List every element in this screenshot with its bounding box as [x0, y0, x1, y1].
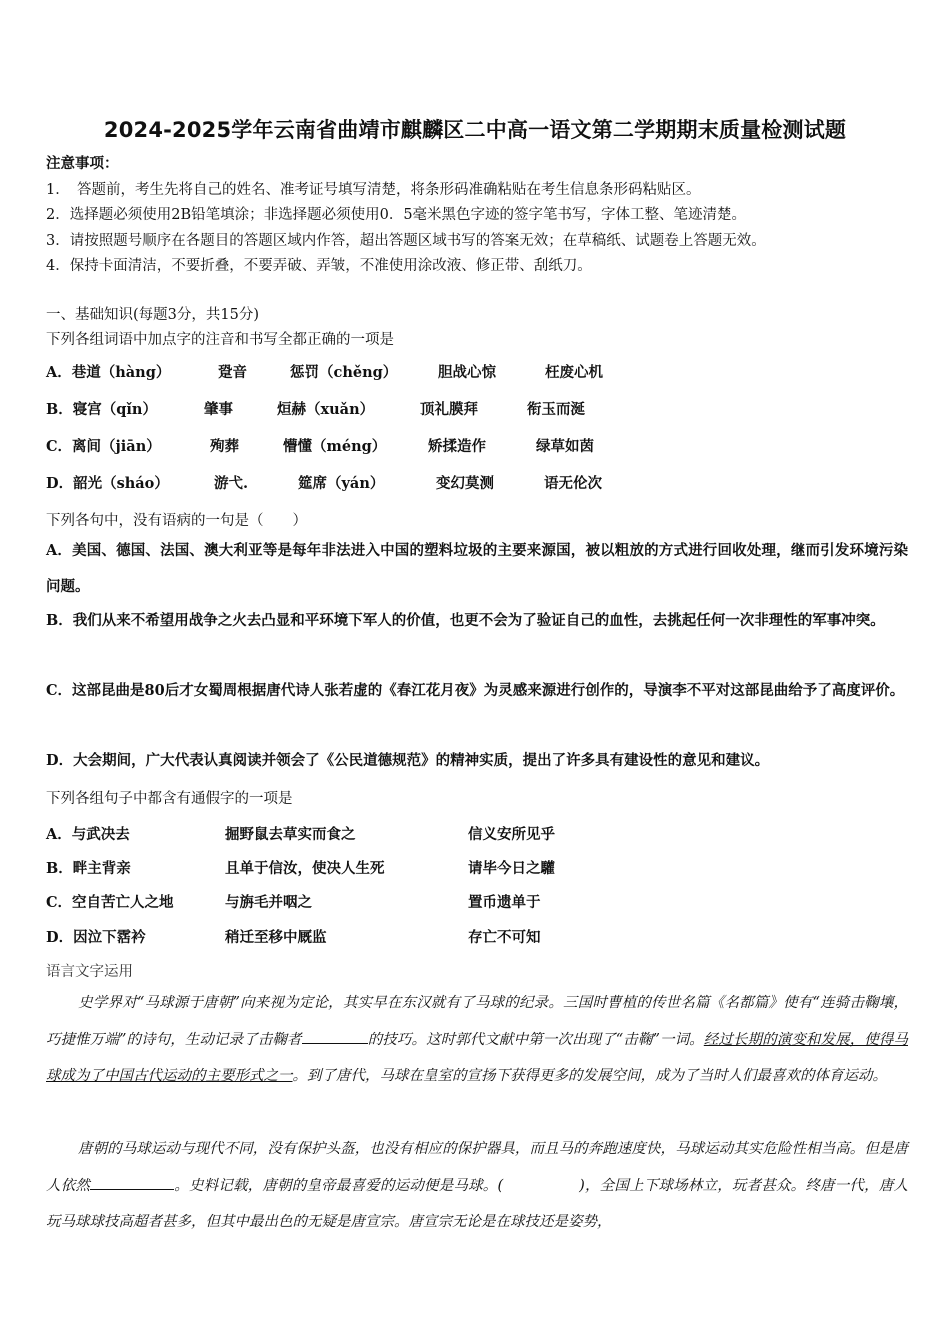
question-stem: 下列各句中，没有语病的一句是（ ） [46, 513, 307, 529]
q3-cell: 存亡不可知 [468, 929, 541, 946]
passage-text: 。到了唐代，马球在皇室的宣扬下获得更多的发展空间，成为了当时人们最喜欢的体育运动。 [292, 1068, 887, 1084]
q3-cell: 且单于信汝，使决人生死 [225, 860, 385, 877]
q1-cell: 胆战心惊 [438, 364, 496, 381]
q1-cell: 惩罚（chěng） [290, 364, 398, 381]
passage-text: 。史料记载，唐朝的皇帝最喜爱的运动便是马球。( [174, 1177, 504, 1194]
q1-cell: B．寝宫（qǐn） [46, 401, 157, 418]
passage-text: )，全国上下球场林立，玩者甚众。终唐一代，唐人玩马球球技高超者甚多，但其中最出色的无疑是唐宣宗。唐宣宗无论是在球技还是姿势， [46, 1177, 909, 1230]
passage-text: 唐朝的马球运动与现代不同，没有保护头盔，也没有相应的保护器具，而且马的奔跑速度快，马球运动其实危险性相当高。但是唐人依然 [46, 1141, 908, 1194]
passage-paragraph [46, 1131, 908, 1241]
fill-blank[interactable] [302, 1029, 368, 1044]
notice-item: 3．请按照题号顺序在各题目的答题区域内作答，超出答题区域书写的答案无效；在草稿纸、试题卷上答题无效。 [46, 233, 766, 249]
passage-text: 的技巧。这时郭代文献中第一次出现了“击鞠”一词。 [367, 1031, 704, 1048]
q2-option-a: A．美国、德国、法国、澳大利亚等是每年非法进入中国的塑料垃圾的主要来源国，被以粗放的方式进行回收处理，继而引发环境污染问题。 [46, 542, 908, 595]
question-stem: 下列各组词语中加点字的注音和书写全都正确的一项是 [46, 332, 394, 348]
q1-cell: 绿草如茵 [536, 438, 594, 455]
notice-item: 2．选择题必须使用2B铅笔填涂；非选择题必须使用0．5毫米黑色字迹的签字笔书写，字体工整、笔迹清楚。 [46, 207, 747, 223]
q1-cell: 衔玉而涎 [527, 401, 585, 418]
q1-cell: D．韶光（sháo） [46, 475, 169, 492]
q3-cell: B．畔主背亲 [46, 860, 131, 877]
q1-cell: 懵懂（méng） [283, 438, 387, 455]
q3-cell: A．与武决去 [46, 826, 130, 843]
q2-option-b: B．我们从来不希望用战争之火去凸显和平环境下军人的价值，也更不会为了验证自己的血性，去挑起任何一次非理性的军事冲突。 [46, 612, 885, 629]
q3-cell: 置币遗单于 [468, 894, 541, 911]
fill-blank[interactable] [90, 1175, 174, 1190]
passage-paragraph [46, 985, 908, 1095]
q3-cell: 信义安所见乎 [468, 826, 555, 843]
passage-text: 史学界对“马球源于唐朝”向来视为定论，其实早在东汉就有了马球的纪录。三国时曹植的传世名篇《名都篇》使有“连骑击鞠壤，巧捷惟万端”的诗句，生动记录了击鞠者 [46, 995, 908, 1048]
q1-cell: C．离间（jiān） [46, 438, 161, 455]
q1-cell: A．巷道（hàng） [46, 364, 171, 381]
notice-heading: 注意事项： [46, 155, 119, 172]
q1-cell: 筵席（yán） [298, 475, 385, 492]
q3-cell: 与旃毛并咽之 [225, 894, 312, 911]
page-title: 2024-2025学年云南省曲靖市麒麟区二中高一语文第二学期期末质量检测试题 [103, 118, 847, 142]
notice-item: 1． 答题前，考生先将自己的姓名、准考证号填写清楚，将条形码准确粘贴在考生信息条形码粘贴区。 [46, 182, 701, 198]
q2-option-d: D．大会期间，广大代表认真阅读并领会了《公民道德规范》的精神实质，提出了许多具有建设性的意见和建议。 [46, 752, 770, 769]
q1-cell: 跫音 [218, 364, 247, 381]
q3-cell: 掘野鼠去草实而食之 [225, 826, 356, 843]
q3-cell: C．空自苦亡人之地 [46, 894, 174, 911]
underlined-sentence: 经过长期的演变和发展，使得马球成为了中国古代运动的主要形式之一 [46, 1031, 908, 1084]
q3-cell: 请毕今日之驩 [468, 860, 555, 877]
q3-cell: 稍迁至移中厩监 [225, 929, 327, 946]
section-heading: 一、基础知识(每题3分，共15分) [46, 307, 259, 323]
q1-cell: 语无伦次 [544, 475, 602, 492]
q1-cell: 变幻莫测 [436, 475, 494, 492]
q3-cell: D．因泣下霑衿 [46, 929, 146, 946]
notice-item: 4．保持卡面清洁，不要折叠，不要弄破、弄皱，不准使用涂改液、修正带、刮纸刀。 [46, 258, 592, 274]
q1-cell: 顶礼膜拜 [420, 401, 478, 418]
q1-cell: 殉葬 [210, 438, 239, 455]
q1-cell: 枉废心机 [545, 364, 603, 381]
q1-cell: 矫揉造作 [428, 438, 486, 455]
question-stem: 下列各组句子中都含有通假字的一项是 [46, 791, 293, 807]
section-heading: 语言文字运用 [46, 964, 133, 980]
q2-option-c: C．这部昆曲是80后才女蜀周根据唐代诗人张若虚的《春江花月夜》为灵感来源进行创作的，导演李不平对这部昆曲给予了高度评价。 [46, 682, 905, 699]
q1-cell: 游弋. [214, 475, 249, 492]
q1-cell: 肇事 [204, 401, 233, 418]
q1-cell: 烜赫（xuǎn） [277, 401, 375, 418]
